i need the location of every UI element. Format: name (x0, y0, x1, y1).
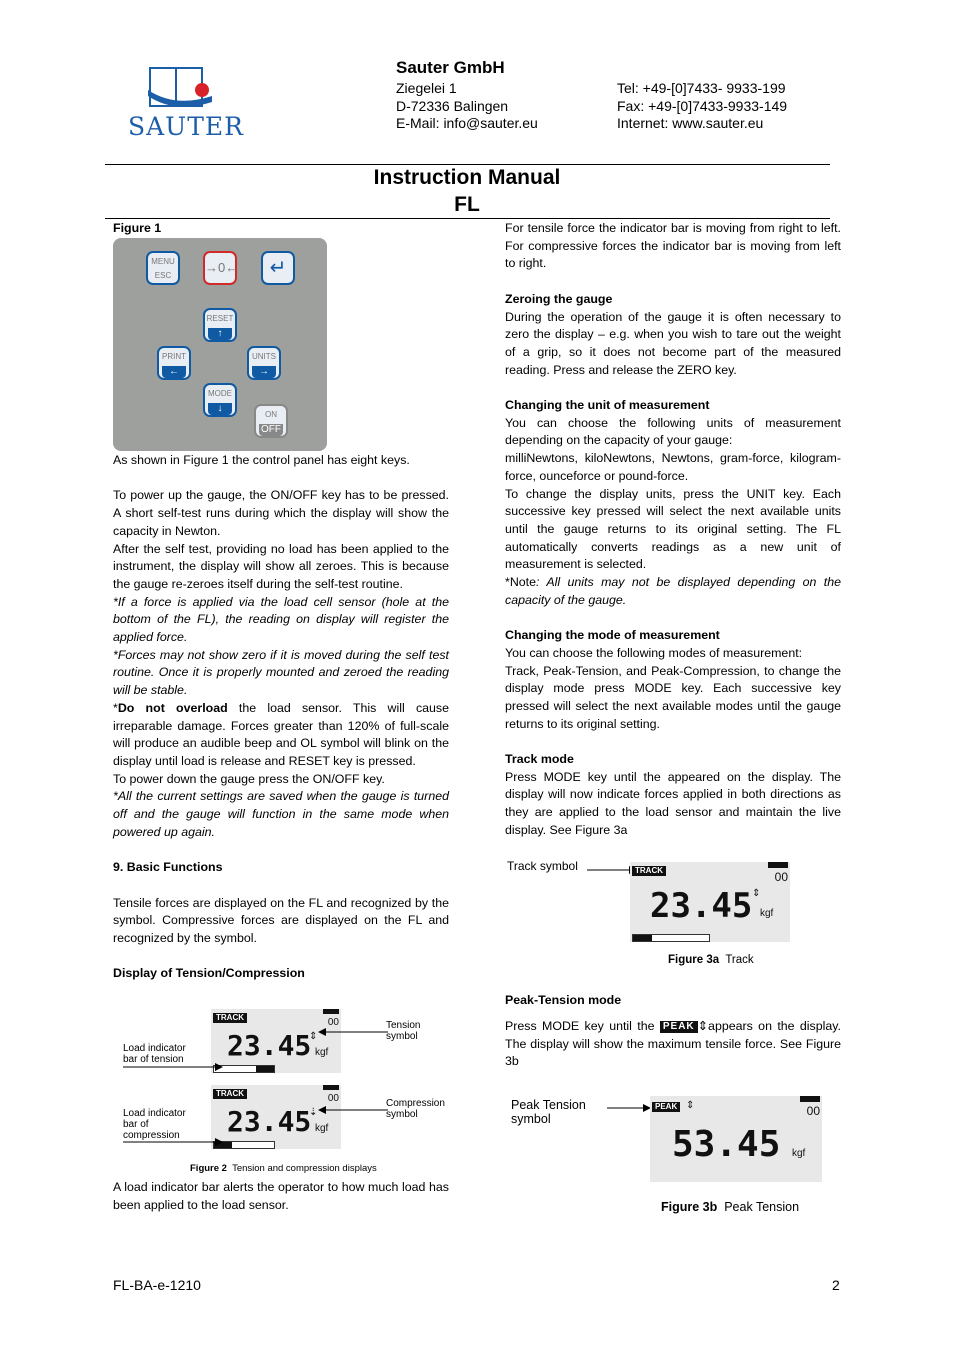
tension-arrow-icon: ⇕ (309, 1031, 318, 1042)
zeroing-paragraph: During the operation of the gauge it is often necessary to zero the display – e.g. when you wish to tare out the weight of a grip, so it does not become part of the measured reading. Press and release the ZERO key. (505, 309, 841, 377)
intro-paragraph: As shown in Figure 1 the control panel has eight keys. (113, 453, 410, 467)
down-arrow-icon: ↓ (208, 403, 232, 415)
peak-tension-display: PEAK ⇕ 00 53.45 kgf (650, 1096, 822, 1182)
figure-2-caption: Figure 2 Tension and compression displays (190, 1163, 377, 1174)
note-force-paragraph: *If a force is applied via the load cell sensor (hole at the bottom of the FL), the reading on display will register the applied force. (113, 594, 449, 645)
reset-key: RESET ↑ (203, 308, 237, 342)
unit-paragraph-3: To change the display units, press the UNIT key. Each successive key pressed will select the next available units until the gauge returns to its original setting. The FL automatically converts readings as a new unit of measurement is selected. (505, 486, 841, 572)
on-off-key: ON OFF (254, 404, 288, 438)
mode-paragraph-1: You can choose the following modes of measurement: (505, 645, 803, 660)
peak-arrow-icon: ⇕ (686, 1100, 695, 1111)
right-column-text (505, 220, 841, 840)
units-key: UNITS → (247, 346, 281, 380)
mode-key: MODE ↓ (203, 383, 237, 417)
peak-tension-symbol-label: Peak Tension symbol (511, 1098, 586, 1126)
load-bar-paragraph: A load indicator bar alerts the operator to how much load has been applied to the load sensor. (113, 1180, 449, 1212)
indicator-paragraph: For tensile force the indicator bar is moving from right to left. For compressive forces the indicator bar is moving from left to right. (505, 221, 841, 271)
document-subtitle: FL (454, 193, 480, 216)
battery-icon (323, 1085, 339, 1090)
logo-text: SAUTER (128, 112, 244, 141)
track-arrow-icon: ⇕ (752, 888, 761, 899)
figure-3b (505, 1092, 841, 1217)
company-address: Ziegelei 1 D-72336 Balingen E-Mail: info@sauter.eu (396, 80, 538, 131)
track-display: TRACK 00 23.45 ⇕ kgf (630, 862, 790, 942)
footer-doc-id: FL-BA-e-1210 (113, 1277, 201, 1293)
sauter-logo (120, 60, 250, 145)
figure-3a (505, 855, 841, 970)
figure-3a-caption: Figure 3a Track (668, 954, 754, 966)
header-rule (105, 164, 830, 165)
note-settings-paragraph: *All the current settings are saved when the gauge is turned off and the gauge will function in the same mode when powered up again. (113, 789, 449, 839)
load-compression-label: Load indicator bar of compression (123, 1108, 186, 1141)
track-paragraph: Press MODE key until the appeared on the display. The display will now indicate forces applied in both directions as they are applied to the load sensor and maintain the live display. See Figure 3a (505, 769, 841, 837)
figure-2 (113, 1005, 453, 1177)
menu-esc-key: MENU ESC (146, 251, 180, 285)
battery-icon (800, 1096, 820, 1102)
left-arrow-icon: ← (162, 366, 186, 378)
tensile-paragraph: Tensile forces are displayed on the FL and recognized by the symbol. Compressive forces are displayed on the FL and recognized by the symbol. (113, 895, 449, 945)
track-symbol-label: Track symbol (507, 859, 578, 873)
battery-icon (323, 1009, 339, 1014)
unit-paragraph-2: milliNewtons, kiloNewtons, Newtons, gram-force, kilogram-force, ounceforce or pound-force. (505, 451, 841, 483)
peak-tension-heading: Peak-Tension mode (505, 993, 622, 1007)
power-up-paragraph: To power up the gauge, the ON/OFF key has to be pressed. A short self-test runs during which the display will show the capacity in Newton. (113, 488, 449, 538)
peak-tension-paragraph: Press MODE key until the PEAK ⇕appears on the display. The display will show the maximum tensile force. See Figure 3b (505, 1019, 841, 1069)
tension-display: TRACK 00 23.45 ⇕ kgf (211, 1009, 341, 1073)
compression-symbol-label: Compression symbol (386, 1098, 445, 1120)
company-contact: Tel: +49-[0]7433- 9933-199 Fax: +49-[0]7433-9933-149 Internet: www.sauter.eu (617, 80, 788, 131)
document-title: Instruction Manual (373, 166, 561, 189)
track-heading: Track mode (505, 752, 574, 767)
up-arrow-icon: ↑ (208, 328, 232, 340)
zeroing-heading: Zeroing the gauge (505, 291, 613, 306)
unit-paragraph-1: You can choose the following units of measurement depending on the capacity of your gauge: (505, 415, 841, 448)
self-test-paragraph: After the self test, providing no load has been applied to the instrument, the display will show all zeroes. This is because the gauge re-zeroes itself during the self-test routine. (113, 541, 449, 591)
note-zero-paragraph: *Forces may not show zero if it is moved during the self test routine. Once it is properly mounted and zeroed the reading will be stable. (113, 647, 449, 698)
left-column-text (113, 452, 449, 983)
tension-symbol-label: Tension symbol (386, 1020, 421, 1042)
figure-1-label: Figure 1 (113, 221, 162, 235)
battery-icon (768, 862, 788, 868)
footer-page-number: 2 (832, 1277, 840, 1293)
mode-paragraph-2: Track, Peak-Tension, and Peak-Compression, to change the display mode press MODE key. Each successive key pressed will select the next available modes until the gauge returns to its original setting. (505, 663, 841, 731)
company-name: Sauter GmbH (396, 58, 505, 77)
unit-heading: Changing the unit of measurement (505, 398, 710, 412)
figure-3b-caption: Figure 3b Peak Tension (661, 1200, 800, 1214)
enter-key: ↵ (261, 251, 295, 285)
right-arrow-icon: → (252, 366, 276, 378)
display-tension-heading: Display of Tension/Compression (113, 966, 305, 981)
load-tension-label: Load indicator bar of tension (123, 1043, 186, 1065)
power-down-paragraph: To power down the gauge press the ON/OFF key. (113, 771, 385, 786)
print-key: PRINT ← (157, 346, 191, 380)
basic-functions-heading: 9. Basic Functions (113, 860, 223, 875)
title-rule (105, 218, 830, 219)
compression-arrow-icon: ⇣ (309, 1107, 318, 1118)
mode-heading: Changing the mode of measurement (505, 628, 720, 643)
peak-symbol-icon: PEAK (660, 1021, 698, 1033)
overload-paragraph: *Do not overload the load sensor. This will cause irreparable damage. Forces greater than 120% of full-scale will produce an audible beep and OL symbol will blink on the display until load is release and RESET key is pressed. (113, 700, 450, 768)
control-panel-figure (113, 238, 327, 451)
zero-key: →0← (203, 251, 237, 285)
compression-display: TRACK 00 23.45 ⇣ kgf (211, 1085, 341, 1149)
unit-note: *Note: All units may not be displayed depending on the capacity of the gauge. (505, 575, 841, 607)
